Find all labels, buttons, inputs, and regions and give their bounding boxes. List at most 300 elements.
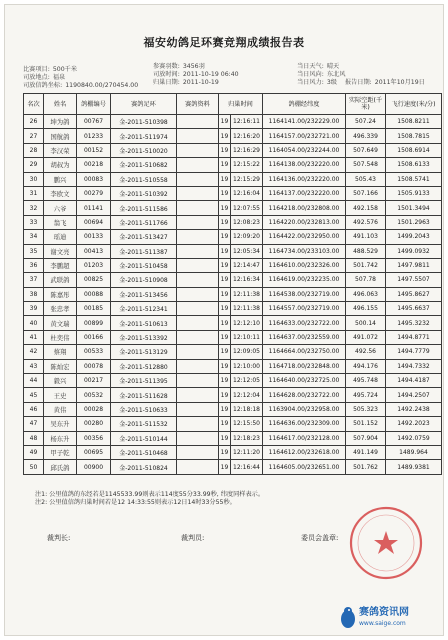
site-watermark bbox=[337, 601, 445, 637]
cell-rank: 47 bbox=[24, 417, 44, 431]
cell-loft-coordinates: 1164137.00/232220.00 bbox=[263, 186, 346, 200]
results-table-body bbox=[24, 115, 442, 475]
table-row bbox=[24, 417, 442, 431]
report-date-label: 报告日期: bbox=[344, 79, 372, 86]
cell-pigeon-info bbox=[177, 417, 219, 431]
cell-ring-no: 金-2011-513427 bbox=[111, 230, 177, 244]
cell-arrival-time: 12:11:38 bbox=[231, 287, 263, 301]
cell-arrival-time: 12:14:47 bbox=[231, 258, 263, 272]
return-date-value: 2011-10-19 bbox=[182, 79, 219, 86]
header-speed: 飞行速度(米/分) bbox=[386, 94, 442, 115]
cell-arrival-time: 12:12:10 bbox=[231, 316, 263, 330]
cell-rank: 36 bbox=[24, 258, 44, 272]
cell-loft-no: 00083 bbox=[77, 172, 111, 186]
cell-loft-coordinates: 1164640.00/232725.00 bbox=[263, 374, 346, 388]
cell-owner-name: 黄伟 bbox=[44, 402, 77, 416]
cell-distance: 494.176 bbox=[346, 359, 386, 373]
cell-distance: 507.649 bbox=[346, 143, 386, 157]
cell-owner-name: 黄文瑞 bbox=[44, 316, 77, 330]
header-name: 姓名 bbox=[44, 94, 77, 115]
cell-distance: 507.548 bbox=[346, 158, 386, 172]
cell-distance: 501.742 bbox=[346, 258, 386, 272]
cell-loft-coordinates: 1164619.00/232235.00 bbox=[263, 273, 346, 287]
referee-signature: 裁判员: bbox=[181, 534, 205, 542]
cell-loft-no: 00088 bbox=[77, 287, 111, 301]
cell-rank: 38 bbox=[24, 287, 44, 301]
weather-value: 晴天 bbox=[326, 63, 340, 70]
cell-arrival-time: 12:12:04 bbox=[231, 388, 263, 402]
cell-distance: 496.063 bbox=[346, 287, 386, 301]
cell-loft-coordinates: 1164617.00/232128.00 bbox=[263, 431, 346, 445]
cell-pigeon-info bbox=[177, 345, 219, 359]
cell-loft-no: 00185 bbox=[77, 302, 111, 316]
cell-arrival-time: 12:16:29 bbox=[231, 143, 263, 157]
cell-pigeon-info bbox=[177, 402, 219, 416]
cell-loft-no: 00280 bbox=[77, 417, 111, 431]
cell-owner-name: 胡叔为 bbox=[44, 158, 77, 172]
cell-owner-name: 李鹏超 bbox=[44, 258, 77, 272]
table-row bbox=[24, 460, 442, 474]
cell-loft-no: 00533 bbox=[77, 345, 111, 359]
cell-speed: 1494.8771 bbox=[386, 330, 442, 344]
cell-distance: 491.072 bbox=[346, 330, 386, 344]
cell-distance: 496.155 bbox=[346, 302, 386, 316]
cell-arrival-time: 12:08:23 bbox=[231, 215, 263, 229]
cell-speed: 1492.2023 bbox=[386, 417, 442, 431]
cell-ring-no: 金-2011-510908 bbox=[111, 273, 177, 287]
cell-speed: 1494.7779 bbox=[386, 345, 442, 359]
cell-arrival-day: 19 bbox=[219, 330, 231, 344]
cell-rank: 30 bbox=[24, 172, 44, 186]
cell-arrival-time: 12:16:34 bbox=[231, 273, 263, 287]
table-row bbox=[24, 359, 442, 373]
cell-pigeon-info bbox=[177, 287, 219, 301]
cell-distance: 492.576 bbox=[346, 215, 386, 229]
table-row bbox=[24, 330, 442, 344]
cell-pigeon-info bbox=[177, 460, 219, 474]
cell-speed: 1492.0759 bbox=[386, 431, 442, 445]
cell-pigeon-info bbox=[177, 273, 219, 287]
cell-loft-no: 00133 bbox=[77, 230, 111, 244]
cell-arrival-time: 12:18:23 bbox=[231, 431, 263, 445]
cell-owner-name: 陈灿宏 bbox=[44, 359, 77, 373]
cell-distance: 500.14 bbox=[346, 316, 386, 330]
cell-loft-coordinates: 1164138.00/232220.00 bbox=[263, 158, 346, 172]
cell-loft-coordinates: 1164557.00/232719.00 bbox=[263, 302, 346, 316]
cell-loft-no: 01233 bbox=[77, 129, 111, 143]
cell-rank: 43 bbox=[24, 359, 44, 373]
cell-arrival-time: 12:11:38 bbox=[231, 302, 263, 316]
cell-ring-no: 金-2011-511395 bbox=[111, 374, 177, 388]
cell-loft-coordinates: 1164610.00/232326.00 bbox=[263, 258, 346, 272]
cell-arrival-day: 19 bbox=[219, 302, 231, 316]
table-row bbox=[24, 201, 442, 215]
cell-rank: 33 bbox=[24, 215, 44, 229]
release-place-value: 福泉 bbox=[52, 74, 66, 81]
cell-loft-coordinates: 1164054.00/232244.00 bbox=[263, 143, 346, 157]
cell-arrival-time: 12:15:50 bbox=[231, 417, 263, 431]
cell-speed: 1489.964 bbox=[386, 445, 442, 459]
cell-ring-no: 金-2011-510613 bbox=[111, 316, 177, 330]
cell-distance: 492.56 bbox=[346, 345, 386, 359]
cell-arrival-day: 19 bbox=[219, 143, 231, 157]
cell-pigeon-info bbox=[177, 316, 219, 330]
cell-pigeon-info bbox=[177, 129, 219, 143]
cell-owner-name: 陈嘉彤 bbox=[44, 287, 77, 301]
cell-ring-no: 金-2011-510392 bbox=[111, 186, 177, 200]
table-row bbox=[24, 345, 442, 359]
cell-arrival-day: 19 bbox=[219, 244, 231, 258]
cell-loft-no: 01203 bbox=[77, 258, 111, 272]
footnotes bbox=[35, 491, 264, 507]
release-coord-label: 司放信鸽坐标: bbox=[23, 82, 63, 89]
cell-owner-name: 坤为鸽 bbox=[44, 115, 77, 129]
wind-force-value: 3级 bbox=[326, 79, 337, 86]
table-row bbox=[24, 316, 442, 330]
cell-rank: 35 bbox=[24, 244, 44, 258]
race-info-left bbox=[23, 66, 138, 90]
cell-loft-no: 00767 bbox=[77, 115, 111, 129]
cell-arrival-day: 19 bbox=[219, 129, 231, 143]
cell-loft-coordinates: 1164141.00/232229.00 bbox=[263, 115, 346, 129]
cell-rank: 46 bbox=[24, 402, 44, 416]
pigeon-logo-icon bbox=[339, 605, 357, 629]
table-row bbox=[24, 273, 442, 287]
cell-distance: 507.166 bbox=[346, 186, 386, 200]
cell-ring-no: 金-2011-511387 bbox=[111, 244, 177, 258]
cell-loft-no: 00078 bbox=[77, 359, 111, 373]
table-row bbox=[24, 230, 442, 244]
race-info-middle bbox=[153, 63, 239, 87]
cell-distance: 505.323 bbox=[346, 402, 386, 416]
cell-speed: 1508.6914 bbox=[386, 143, 442, 157]
cell-loft-no: 00532 bbox=[77, 388, 111, 402]
cell-ring-no: 金-2011-512341 bbox=[111, 302, 177, 316]
cell-speed: 1508.6133 bbox=[386, 158, 442, 172]
cell-arrival-day: 19 bbox=[219, 115, 231, 129]
cell-rank: 39 bbox=[24, 302, 44, 316]
cell-arrival-time: 12:11:20 bbox=[231, 445, 263, 459]
cell-loft-no: 00900 bbox=[77, 460, 111, 474]
cell-ring-no: 金-2011-511628 bbox=[111, 388, 177, 402]
cell-loft-coordinates: 1164136.00/232220.00 bbox=[263, 172, 346, 186]
table-row bbox=[24, 388, 442, 402]
table-row bbox=[24, 215, 442, 229]
cell-arrival-day: 19 bbox=[219, 445, 231, 459]
table-row bbox=[24, 258, 442, 272]
cell-distance: 492.158 bbox=[346, 201, 386, 215]
cell-speed: 1497.5507 bbox=[386, 273, 442, 287]
cell-loft-coordinates: 1164734.00/233103.00 bbox=[263, 244, 346, 258]
cell-loft-coordinates: 1164538.00/232719.00 bbox=[263, 287, 346, 301]
cell-ring-no: 金-2011-510020 bbox=[111, 143, 177, 157]
cell-loft-coordinates: 1164422.00/232950.00 bbox=[263, 230, 346, 244]
cell-arrival-day: 19 bbox=[219, 431, 231, 445]
header-rank: 名次 bbox=[24, 94, 44, 115]
cell-ring-no: 金-2011-510468 bbox=[111, 445, 177, 459]
release-time-label: 司放时间: bbox=[153, 71, 180, 78]
cell-arrival-day: 19 bbox=[219, 417, 231, 431]
cell-pigeon-info bbox=[177, 431, 219, 445]
official-seal-stamp bbox=[348, 505, 424, 581]
header-loft-no: 鸽棚编号 bbox=[77, 94, 111, 115]
cell-distance: 507.78 bbox=[346, 273, 386, 287]
footnote-2: 注2: 公里值信鸽归巢时间若是12 14:33:55则表示12日14时33分55秒。 bbox=[35, 499, 236, 506]
cell-arrival-time: 12:18:18 bbox=[231, 402, 263, 416]
table-row bbox=[24, 374, 442, 388]
cell-loft-no: 00825 bbox=[77, 273, 111, 287]
cell-loft-coordinates: 1164664.00/232750.00 bbox=[263, 345, 346, 359]
cell-arrival-day: 19 bbox=[219, 388, 231, 402]
cell-arrival-time: 12:07:55 bbox=[231, 201, 263, 215]
cell-rank: 28 bbox=[24, 143, 44, 157]
release-time-value: 2011-10-19 06:40 bbox=[182, 71, 239, 78]
watermark-title: 赛鸽资讯网 bbox=[359, 607, 409, 618]
cell-distance: 491.149 bbox=[346, 445, 386, 459]
cell-ring-no: 金-2011-510633 bbox=[111, 402, 177, 416]
cell-ring-no: 金-2011-510682 bbox=[111, 158, 177, 172]
cell-speed: 1489.9381 bbox=[386, 460, 442, 474]
cell-owner-name: 杜奕伟 bbox=[44, 330, 77, 344]
table-row bbox=[24, 186, 442, 200]
cell-pigeon-info bbox=[177, 230, 219, 244]
cell-owner-name: 六爷 bbox=[44, 201, 77, 215]
cell-rank: 37 bbox=[24, 273, 44, 287]
cell-loft-coordinates: 1164718.00/232848.00 bbox=[263, 359, 346, 373]
cell-loft-coordinates: 1164628.00/232722.00 bbox=[263, 388, 346, 402]
cell-loft-no: 00899 bbox=[77, 316, 111, 330]
cell-owner-name: 吴东升 bbox=[44, 417, 77, 431]
cell-speed: 1494.4187 bbox=[386, 374, 442, 388]
cell-pigeon-info bbox=[177, 330, 219, 344]
header-pigeon-info: 赛鸽资料 bbox=[177, 94, 219, 115]
cell-arrival-day: 19 bbox=[219, 359, 231, 373]
cell-ring-no: 金-2011-513392 bbox=[111, 330, 177, 344]
cell-arrival-day: 19 bbox=[219, 258, 231, 272]
cell-speed: 1495.8627 bbox=[386, 287, 442, 301]
cell-loft-coordinates: 1164633.00/232722.00 bbox=[263, 316, 346, 330]
cell-arrival-time: 12:16:11 bbox=[231, 115, 263, 129]
cell-owner-name: 蔡翔 bbox=[44, 345, 77, 359]
cell-pigeon-info bbox=[177, 445, 219, 459]
release-coord-value: 1190840.00/270454.00 bbox=[65, 82, 139, 89]
cell-owner-name: 王史 bbox=[44, 388, 77, 402]
return-date-label: 归巢日期: bbox=[153, 79, 180, 86]
results-table bbox=[23, 93, 442, 475]
cell-rank: 42 bbox=[24, 345, 44, 359]
cell-loft-no: 00217 bbox=[77, 374, 111, 388]
cell-arrival-day: 19 bbox=[219, 316, 231, 330]
cell-loft-no: 01141 bbox=[77, 201, 111, 215]
cell-rank: 45 bbox=[24, 388, 44, 402]
cell-pigeon-info bbox=[177, 215, 219, 229]
cell-distance: 507.904 bbox=[346, 431, 386, 445]
cell-distance: 488.529 bbox=[346, 244, 386, 258]
cell-arrival-day: 19 bbox=[219, 158, 231, 172]
cell-loft-coordinates: 1164605.00/232651.00 bbox=[263, 460, 346, 474]
table-row bbox=[24, 172, 442, 186]
cell-owner-name: 张忠孝 bbox=[44, 302, 77, 316]
cell-ring-no: 金-2011-511532 bbox=[111, 417, 177, 431]
table-row bbox=[24, 143, 442, 157]
cell-arrival-time: 12:16:20 bbox=[231, 129, 263, 143]
cell-arrival-day: 19 bbox=[219, 374, 231, 388]
results-report-sheet bbox=[4, 4, 444, 636]
cell-speed: 1495.6637 bbox=[386, 302, 442, 316]
cell-loft-coordinates: 1164612.00/232618.00 bbox=[263, 445, 346, 459]
entries-label: 参赛羽数: bbox=[153, 63, 180, 70]
cell-rank: 40 bbox=[24, 316, 44, 330]
cell-speed: 1501.3494 bbox=[386, 201, 442, 215]
cell-ring-no: 金-2011-510558 bbox=[111, 172, 177, 186]
cell-rank: 27 bbox=[24, 129, 44, 143]
cell-distance: 495.748 bbox=[346, 374, 386, 388]
cell-arrival-time: 12:10:00 bbox=[231, 359, 263, 373]
footnote-1: 注1: 公里值鸽的东经若是1145533.99则表示114度55分33.99秒, 纬度同样表示。 bbox=[35, 491, 265, 498]
cell-distance: 501.762 bbox=[346, 460, 386, 474]
cell-owner-name: 翁飞 bbox=[44, 215, 77, 229]
cell-loft-no: 00413 bbox=[77, 244, 111, 258]
cell-arrival-day: 19 bbox=[219, 345, 231, 359]
cell-pigeon-info bbox=[177, 302, 219, 316]
cell-arrival-day: 19 bbox=[219, 201, 231, 215]
cell-rank: 41 bbox=[24, 330, 44, 344]
table-row bbox=[24, 445, 442, 459]
cell-ring-no: 金-2011-510398 bbox=[111, 115, 177, 129]
cell-rank: 44 bbox=[24, 374, 44, 388]
cell-pigeon-info bbox=[177, 258, 219, 272]
cell-pigeon-info bbox=[177, 143, 219, 157]
cell-speed: 1505.9133 bbox=[386, 186, 442, 200]
page-title: 福安幼鸽足环赛竞翔成绩报告表 bbox=[143, 36, 305, 49]
cell-distance: 491.103 bbox=[346, 230, 386, 244]
cell-owner-name: 国航鸽 bbox=[44, 129, 77, 143]
header-arrival-time: 归巢时间 bbox=[219, 94, 263, 115]
cell-pigeon-info bbox=[177, 374, 219, 388]
cell-loft-no: 00166 bbox=[77, 330, 111, 344]
cell-loft-no: 00694 bbox=[77, 215, 111, 229]
cell-arrival-day: 19 bbox=[219, 172, 231, 186]
cell-speed: 1508.8211 bbox=[386, 115, 442, 129]
header-coordinates: 鸽棚经纬度 bbox=[263, 94, 346, 115]
weather-label: 当日天气: bbox=[297, 63, 324, 70]
cell-ring-no: 金-2011-511974 bbox=[111, 129, 177, 143]
cell-arrival-time: 12:15:22 bbox=[231, 158, 263, 172]
cell-owner-name: 毅兴 bbox=[44, 374, 77, 388]
cell-pigeon-info bbox=[177, 158, 219, 172]
wind-dir-value: 东北风 bbox=[326, 71, 346, 78]
cell-ring-no: 金-2011-511586 bbox=[111, 201, 177, 215]
race-info-right bbox=[297, 63, 425, 87]
table-row bbox=[24, 431, 442, 445]
cell-arrival-time: 12:16:04 bbox=[231, 186, 263, 200]
cell-pigeon-info bbox=[177, 172, 219, 186]
cell-arrival-time: 12:12:05 bbox=[231, 374, 263, 388]
cell-speed: 1494.7332 bbox=[386, 359, 442, 373]
header-ring: 赛鸽足环 bbox=[111, 94, 177, 115]
cell-loft-no: 00028 bbox=[77, 402, 111, 416]
cell-owner-name: 李欧文 bbox=[44, 186, 77, 200]
cell-ring-no: 金-2011-511766 bbox=[111, 215, 177, 229]
cell-arrival-time: 12:16:44 bbox=[231, 460, 263, 474]
cell-arrival-time: 12:10:11 bbox=[231, 330, 263, 344]
cell-owner-name: 李汉荣 bbox=[44, 143, 77, 157]
cell-rank: 29 bbox=[24, 158, 44, 172]
committee-seal-label: 委员会盖章: bbox=[301, 534, 339, 542]
cell-rank: 32 bbox=[24, 201, 44, 215]
cell-loft-coordinates: 1164637.00/232559.00 bbox=[263, 330, 346, 344]
cell-speed: 1495.3232 bbox=[386, 316, 442, 330]
table-row bbox=[24, 115, 442, 129]
cell-distance: 505.43 bbox=[346, 172, 386, 186]
cell-arrival-time: 12:15:29 bbox=[231, 172, 263, 186]
chief-referee-signature: 裁判长: bbox=[47, 534, 71, 542]
release-place-label: 司放地点: bbox=[23, 74, 50, 81]
cell-distance: 507.24 bbox=[346, 115, 386, 129]
cell-owner-name: 邱氏鸽 bbox=[44, 460, 77, 474]
cell-arrival-day: 19 bbox=[219, 402, 231, 416]
cell-loft-no: 00279 bbox=[77, 186, 111, 200]
cell-owner-name: 瑶迪 bbox=[44, 230, 77, 244]
cell-rank: 49 bbox=[24, 445, 44, 459]
wind-force-label: 当日风力: bbox=[297, 79, 324, 86]
cell-speed: 1492.2438 bbox=[386, 402, 442, 416]
cell-speed: 1501.2963 bbox=[386, 215, 442, 229]
table-row bbox=[24, 244, 442, 258]
cell-speed: 1497.9811 bbox=[386, 258, 442, 272]
cell-loft-no: 00152 bbox=[77, 143, 111, 157]
cell-arrival-time: 12:09:05 bbox=[231, 345, 263, 359]
cell-speed: 1508.5741 bbox=[386, 172, 442, 186]
cell-loft-no: 00695 bbox=[77, 445, 111, 459]
cell-owner-name: 鹏兴 bbox=[44, 172, 77, 186]
race-item-label: 比赛项目: bbox=[23, 66, 50, 73]
cell-speed: 1494.2507 bbox=[386, 388, 442, 402]
cell-owner-name: 杨东升 bbox=[44, 431, 77, 445]
cell-pigeon-info bbox=[177, 388, 219, 402]
cell-arrival-time: 12:05:34 bbox=[231, 244, 263, 258]
cell-ring-no: 金-2011-510824 bbox=[111, 460, 177, 474]
header-distance: 实际空距(千米) bbox=[346, 94, 386, 115]
report-date-value: 2011年10月19日 bbox=[374, 79, 425, 86]
cell-ring-no: 金-2011-510458 bbox=[111, 258, 177, 272]
cell-pigeon-info bbox=[177, 186, 219, 200]
table-row bbox=[24, 302, 442, 316]
table-row bbox=[24, 158, 442, 172]
cell-speed: 1499.0932 bbox=[386, 244, 442, 258]
table-row bbox=[24, 287, 442, 301]
cell-ring-no: 金-2011-513129 bbox=[111, 345, 177, 359]
cell-loft-coordinates: 1164157.00/232721.00 bbox=[263, 129, 346, 143]
cell-owner-name: 谢文亮 bbox=[44, 244, 77, 258]
cell-distance: 495.724 bbox=[346, 388, 386, 402]
cell-arrival-day: 19 bbox=[219, 230, 231, 244]
cell-loft-no: 00218 bbox=[77, 158, 111, 172]
table-row bbox=[24, 129, 442, 143]
cell-pigeon-info bbox=[177, 244, 219, 258]
race-item-value: 500千米 bbox=[52, 66, 78, 73]
cell-rank: 50 bbox=[24, 460, 44, 474]
cell-pigeon-info bbox=[177, 359, 219, 373]
cell-arrival-day: 19 bbox=[219, 460, 231, 474]
cell-owner-name: 甲子乾 bbox=[44, 445, 77, 459]
cell-owner-name: 武联鸽 bbox=[44, 273, 77, 287]
cell-loft-coordinates: 1164220.00/232813.00 bbox=[263, 215, 346, 229]
cell-loft-coordinates: 1164218.00/232808.00 bbox=[263, 201, 346, 215]
cell-ring-no: 金-2011-510144 bbox=[111, 431, 177, 445]
cell-loft-no: 00356 bbox=[77, 431, 111, 445]
cell-arrival-day: 19 bbox=[219, 215, 231, 229]
